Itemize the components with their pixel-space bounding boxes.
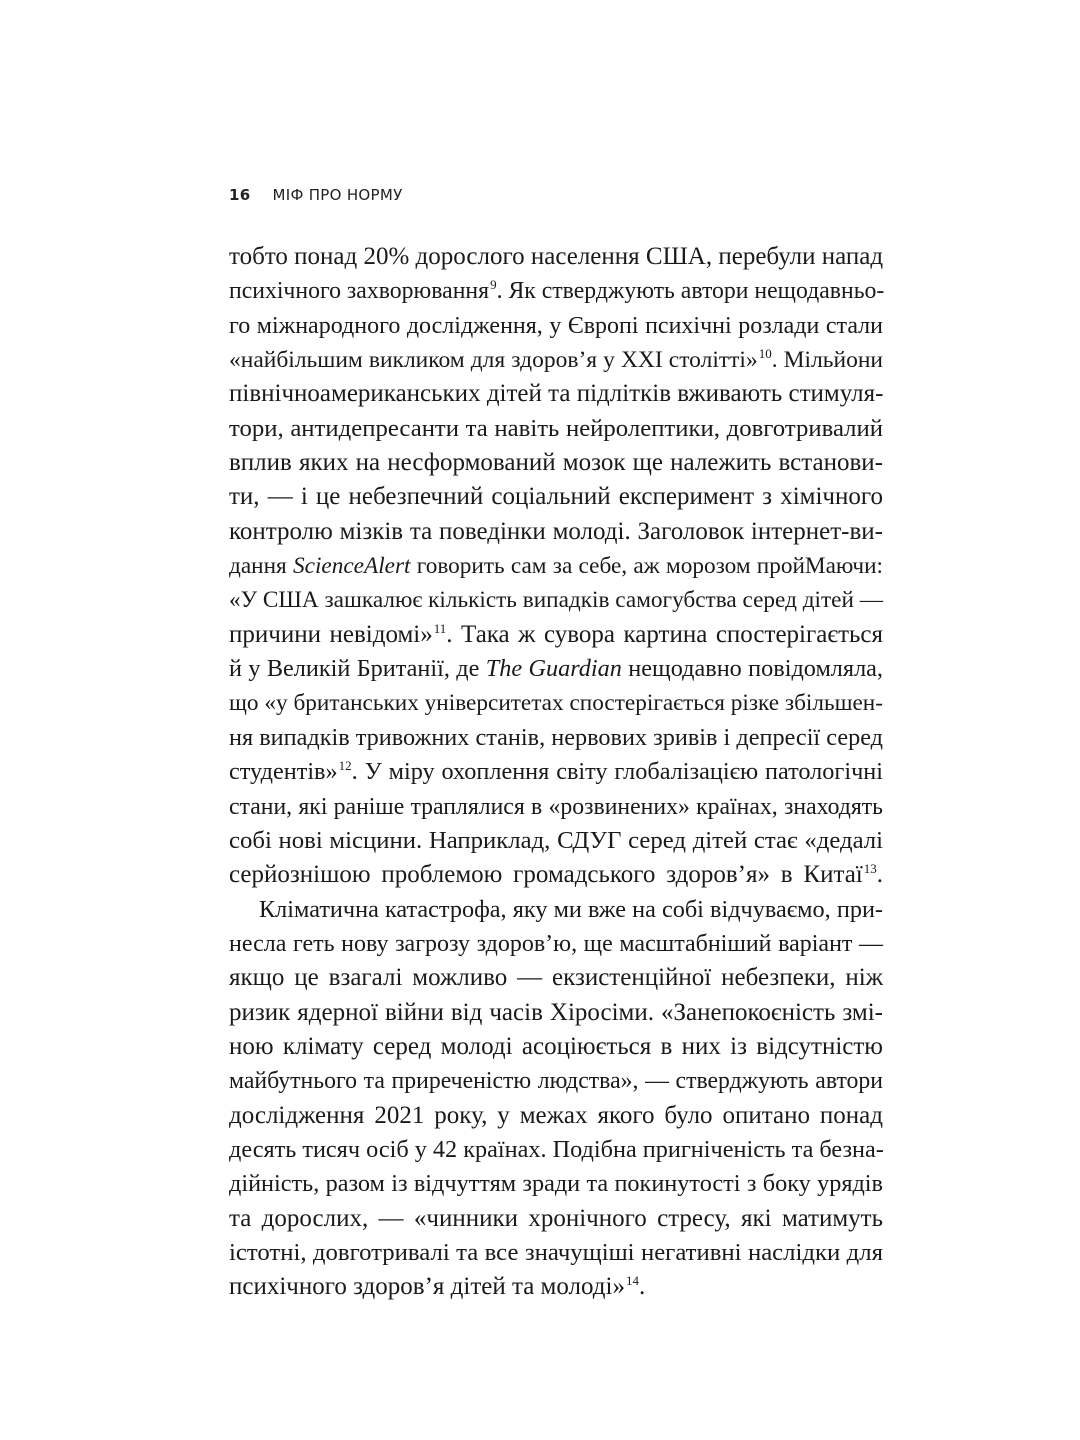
text-line: психічного захворювання$^9$. Як стверджують автори нещодавньо- bbox=[229, 277, 885, 305]
text-line: ризик ядерної війни від часів Хіросіми. «Занепокоєність змі- bbox=[229, 998, 883, 1026]
text-line: майбутнього та приреченістю людства», — стверджують автори bbox=[229, 1068, 883, 1095]
text-line: що «у британських університетах спостерігається різке збільшен- bbox=[229, 690, 883, 717]
running-head bbox=[229, 186, 403, 204]
text-line: ти, — і це небезпечний соціальний експеримент з хімічного bbox=[229, 483, 883, 511]
page-number: 16 bbox=[229, 186, 251, 204]
text-line: північноамериканських дітей та підлітків вживають стимуля- bbox=[229, 380, 884, 408]
text-line: стани, які раніше траплялися в «розвинених» країнах, знаходять bbox=[229, 793, 883, 820]
book-title: МІФ ПРО НОРМУ bbox=[272, 186, 403, 204]
text-line: контролю мізків та поведінки молоді. Заголовок інтернет-ви- bbox=[229, 517, 883, 545]
text-line: істотні, довготривалі та все значущіші негативні наслідки для bbox=[229, 1238, 883, 1266]
text-line: десять тисяч осіб у 42 країнах. Подібна пригніченість та безна- bbox=[229, 1135, 884, 1163]
text-line: причини невідомі»$^{11}$. Така ж сувора картина спостерігається bbox=[229, 620, 883, 648]
text-line: ня випадків тривожних станів, нервових зривів і депресії серед bbox=[229, 723, 883, 751]
footnote-ref: 14 bbox=[625, 1273, 639, 1289]
text-line: несла геть нову загрозу здоров’ю, ще масштабніший варіант — bbox=[229, 930, 883, 957]
text-line: ною клімату серед молоді асоціюється в них із відсутністю bbox=[229, 1032, 883, 1060]
text-line: психічного здоров’я дітей та молоді»$^{14}$. bbox=[229, 1273, 646, 1301]
footnote-ref: 13 bbox=[863, 861, 877, 877]
text-line: «найбільшим викликом для здоров’я у XXI столітті»$^{10}$. Мільйони bbox=[229, 346, 883, 374]
text-line: дання ScienceAlert говорить сам за себе, аж морозом пройМаючи: bbox=[229, 553, 883, 580]
footnote-ref: 11 bbox=[433, 620, 447, 636]
text-line: й у Великій Британії, де The Guardian нещодавно повідомляла, bbox=[229, 655, 883, 683]
text-line: собі нові місцини. Наприклад, СДУГ серед дітей стає «дедалі bbox=[229, 826, 883, 854]
text-line: серйознішою проблемою громадського здоров’я» в Китаї$^{13}$. bbox=[229, 861, 883, 889]
text-line: тобто понад 20% дорослого населення США, перебули напад bbox=[229, 243, 884, 270]
italic-title: The Guardian bbox=[485, 655, 622, 683]
footnote-ref: 9 bbox=[490, 277, 497, 293]
text-line: студентів»$^{12}$. У міру охоплення світу глобалізацією патологічні bbox=[229, 758, 883, 786]
text-line: го міжнародного дослідження, у Європі психічні розлади стали bbox=[229, 312, 883, 339]
footnote-ref: 10 bbox=[758, 346, 772, 362]
text-line: Кліматична катастрофа, яку ми вже на собі відчуваємо, при- bbox=[259, 895, 883, 923]
text-line: дійність, разом із відчуттям зради та покинутості з боку урядів bbox=[229, 1170, 883, 1198]
body-text bbox=[229, 240, 883, 1305]
italic-title: ScienceAlert bbox=[293, 553, 411, 580]
footnote-ref: 12 bbox=[338, 758, 352, 774]
text-line: якщо це взагалі можливо — екзистенційної небезпеки, ніж bbox=[229, 964, 883, 992]
text-line: тори, антидепресанти та навіть нейролептики, довготривалий bbox=[229, 414, 883, 442]
text-line: та дорослих, — «чинники хронічного стресу, які матимуть bbox=[229, 1204, 883, 1232]
text-line: дослідження 2021 року, у межах якого було опитано понад bbox=[229, 1101, 883, 1129]
text-line: «У США зашкалює кількість випадків самогубства серед дітей — bbox=[229, 587, 883, 614]
text-line: вплив яких на несформований мозок ще належить встанови- bbox=[229, 449, 883, 477]
